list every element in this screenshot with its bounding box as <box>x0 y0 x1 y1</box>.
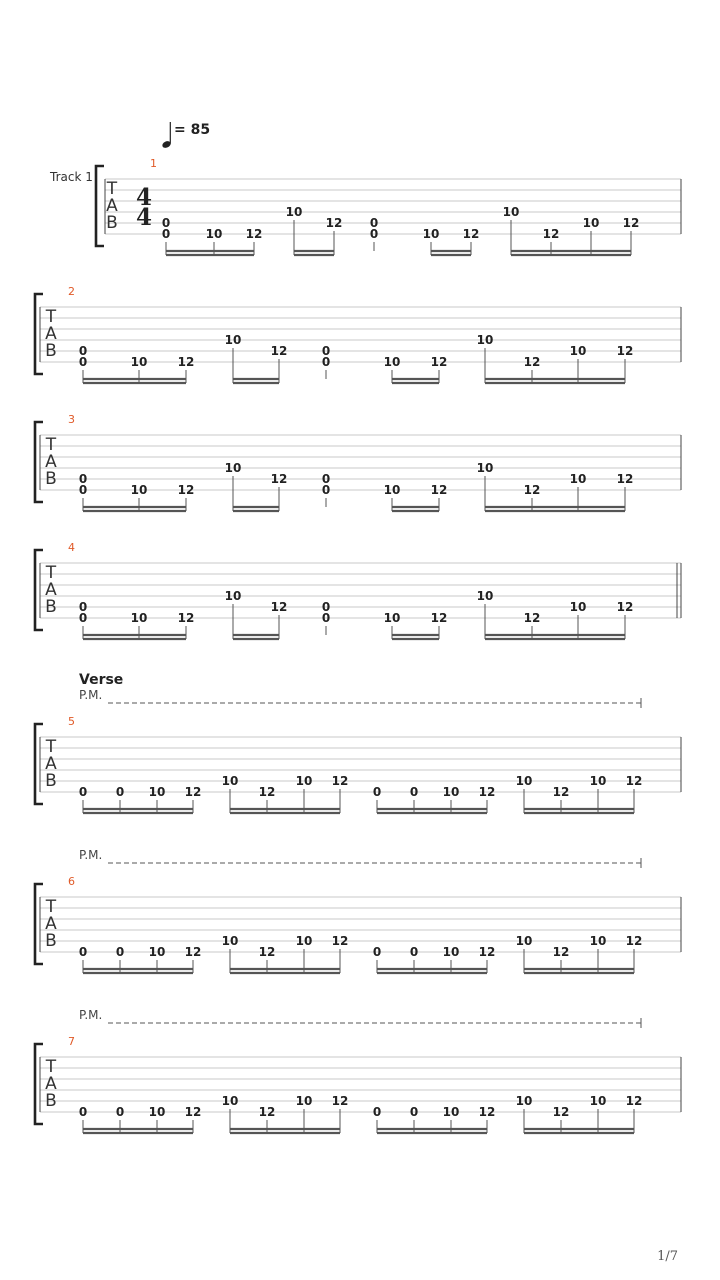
fret-number: 0 <box>369 227 379 241</box>
fret-number: 12 <box>622 216 640 230</box>
fret-number: 10 <box>442 945 460 959</box>
bar-number: 4 <box>68 541 75 554</box>
fret-number: 10 <box>383 355 401 369</box>
fret-number: 12 <box>616 600 634 614</box>
fret-number: 10 <box>476 589 494 603</box>
fret-number: 12 <box>430 483 448 497</box>
fret-number: 12 <box>430 355 448 369</box>
track-name: Track 1 <box>50 170 93 184</box>
fret-number: 0 <box>78 785 88 799</box>
fret-number: 10 <box>148 785 166 799</box>
bar-number: 3 <box>68 413 75 426</box>
fret-number: 12 <box>625 934 643 948</box>
tab-clef-t: T <box>106 179 118 199</box>
fret-number: 0 <box>321 472 331 486</box>
fret-number: 0 <box>409 945 419 959</box>
fret-number: 10 <box>589 774 607 788</box>
tab-clef-a: A <box>45 1074 57 1094</box>
fret-number: 12 <box>270 600 288 614</box>
tab-system-7 <box>35 1008 681 1133</box>
time-signature-bottom: 4 <box>135 204 153 231</box>
fret-number: 12 <box>258 945 276 959</box>
fret-number: 10 <box>224 461 242 475</box>
fret-number: 0 <box>161 216 171 230</box>
tab-clef-t: T <box>45 435 57 455</box>
fret-number: 10 <box>502 205 520 219</box>
fret-number: 12 <box>462 227 480 241</box>
fret-number: 0 <box>369 216 379 230</box>
tab-system-5 <box>35 672 681 813</box>
fret-number: 12 <box>552 1105 570 1119</box>
fret-number: 12 <box>542 227 560 241</box>
palm-mute-label: P.M. <box>79 688 103 702</box>
fret-number: 0 <box>115 1105 125 1119</box>
fret-number: 0 <box>321 355 331 369</box>
fret-number: 12 <box>523 355 541 369</box>
fret-number: 0 <box>78 611 88 625</box>
fret-number: 12 <box>331 1094 349 1108</box>
fret-number: 0 <box>115 785 125 799</box>
fret-number: 0 <box>78 483 88 497</box>
tab-system-3 <box>35 413 681 511</box>
fret-number: 10 <box>295 934 313 948</box>
fret-number: 10 <box>285 205 303 219</box>
tab-clef-t: T <box>45 737 57 757</box>
fret-number: 0 <box>321 611 331 625</box>
bar-number: 2 <box>68 285 75 298</box>
fret-number: 12 <box>258 785 276 799</box>
fret-number: 10 <box>515 1094 533 1108</box>
tab-clef-b: B <box>45 597 57 617</box>
fret-number: 10 <box>569 600 587 614</box>
fret-number: 12 <box>523 611 541 625</box>
fret-number: 12 <box>478 1105 496 1119</box>
fret-number: 10 <box>383 611 401 625</box>
fret-number: 10 <box>221 1094 239 1108</box>
section-label: Verse <box>79 672 124 688</box>
fret-number: 0 <box>321 600 331 614</box>
tab-clef-b: B <box>45 771 57 791</box>
fret-number: 0 <box>409 1105 419 1119</box>
fret-number: 12 <box>184 785 202 799</box>
tab-clef-b: B <box>45 469 57 489</box>
tab-clef-t: T <box>45 563 57 583</box>
time-signature-top: 4 <box>135 184 153 211</box>
fret-number: 0 <box>321 344 331 358</box>
fret-number: 12 <box>478 785 496 799</box>
fret-number: 10 <box>130 355 148 369</box>
tab-clef-b: B <box>45 1091 57 1111</box>
tab-system-6 <box>35 848 681 973</box>
tab-clef-b: B <box>45 341 57 361</box>
fret-number: 10 <box>224 589 242 603</box>
fret-number: 12 <box>177 355 195 369</box>
fret-number: 10 <box>130 611 148 625</box>
fret-number: 10 <box>383 483 401 497</box>
fret-number: 10 <box>589 934 607 948</box>
tab-clef-a: A <box>45 754 57 774</box>
tab-system-2 <box>35 285 681 383</box>
fret-number: 12 <box>331 934 349 948</box>
fret-number: 10 <box>569 472 587 486</box>
fret-number: 10 <box>442 1105 460 1119</box>
fret-number: 12 <box>616 472 634 486</box>
palm-mute-label: P.M. <box>79 1008 103 1022</box>
tab-clef-t: T <box>45 1057 57 1077</box>
fret-number: 10 <box>476 461 494 475</box>
fret-number: 10 <box>589 1094 607 1108</box>
bar-number: 5 <box>68 715 75 728</box>
fret-number: 10 <box>295 774 313 788</box>
fret-number: 0 <box>372 945 382 959</box>
fret-number: 12 <box>331 774 349 788</box>
tab-clef-t: T <box>45 897 57 917</box>
palm-mute-label: P.M. <box>79 848 103 862</box>
fret-number: 10 <box>476 333 494 347</box>
fret-number: 10 <box>569 344 587 358</box>
fret-number: 10 <box>515 774 533 788</box>
tab-clef-b: B <box>106 213 118 233</box>
fret-number: 10 <box>205 227 223 241</box>
tab-system-4 <box>35 541 681 639</box>
fret-number: 12 <box>270 472 288 486</box>
tab-clef-a: A <box>45 914 57 934</box>
fret-number: 10 <box>221 774 239 788</box>
fret-number: 10 <box>148 945 166 959</box>
system-bracket <box>96 166 104 246</box>
fret-number: 10 <box>442 785 460 799</box>
tab-clef-b: B <box>45 931 57 951</box>
fret-number: 10 <box>148 1105 166 1119</box>
fret-number: 12 <box>523 483 541 497</box>
fret-number: 0 <box>78 600 88 614</box>
fret-number: 10 <box>422 227 440 241</box>
fret-number: 0 <box>78 355 88 369</box>
tempo-marking <box>161 122 210 149</box>
fret-number: 12 <box>184 1105 202 1119</box>
fret-number: 0 <box>115 945 125 959</box>
fret-number: 10 <box>515 934 533 948</box>
fret-number: 12 <box>430 611 448 625</box>
fret-number: 12 <box>184 945 202 959</box>
bar-number: 1 <box>150 157 157 170</box>
fret-number: 0 <box>78 945 88 959</box>
fret-number: 12 <box>625 1094 643 1108</box>
fret-number: 0 <box>372 785 382 799</box>
tab-clef-a: A <box>45 452 57 472</box>
bar-number: 6 <box>68 875 75 888</box>
fret-number: 12 <box>616 344 634 358</box>
fret-number: 0 <box>78 1105 88 1119</box>
fret-number: 12 <box>258 1105 276 1119</box>
fret-number: 12 <box>177 611 195 625</box>
fret-number: 12 <box>270 344 288 358</box>
fret-number: 12 <box>177 483 195 497</box>
tab-clef-a: A <box>106 196 118 216</box>
fret-number: 12 <box>245 227 263 241</box>
bar-number: 7 <box>68 1035 75 1048</box>
fret-number: 0 <box>372 1105 382 1119</box>
fret-number: 10 <box>130 483 148 497</box>
tab-clef-a: A <box>45 324 57 344</box>
fret-number: 12 <box>478 945 496 959</box>
page-number: 1/7 <box>657 1249 678 1264</box>
fret-number: 0 <box>161 227 171 241</box>
fret-number: 10 <box>582 216 600 230</box>
fret-number: 12 <box>625 774 643 788</box>
tab-clef-a: A <box>45 580 57 600</box>
tab-system-1 <box>49 157 681 255</box>
tab-clef-t: T <box>45 307 57 327</box>
fret-number: 0 <box>409 785 419 799</box>
fret-number: 10 <box>224 333 242 347</box>
fret-number: 10 <box>295 1094 313 1108</box>
tempo-value: = 85 <box>174 122 211 138</box>
fret-number: 12 <box>325 216 343 230</box>
fret-number: 0 <box>78 344 88 358</box>
fret-number: 0 <box>78 472 88 486</box>
fret-number: 12 <box>552 785 570 799</box>
fret-number: 12 <box>552 945 570 959</box>
fret-number: 10 <box>221 934 239 948</box>
fret-number: 0 <box>321 483 331 497</box>
